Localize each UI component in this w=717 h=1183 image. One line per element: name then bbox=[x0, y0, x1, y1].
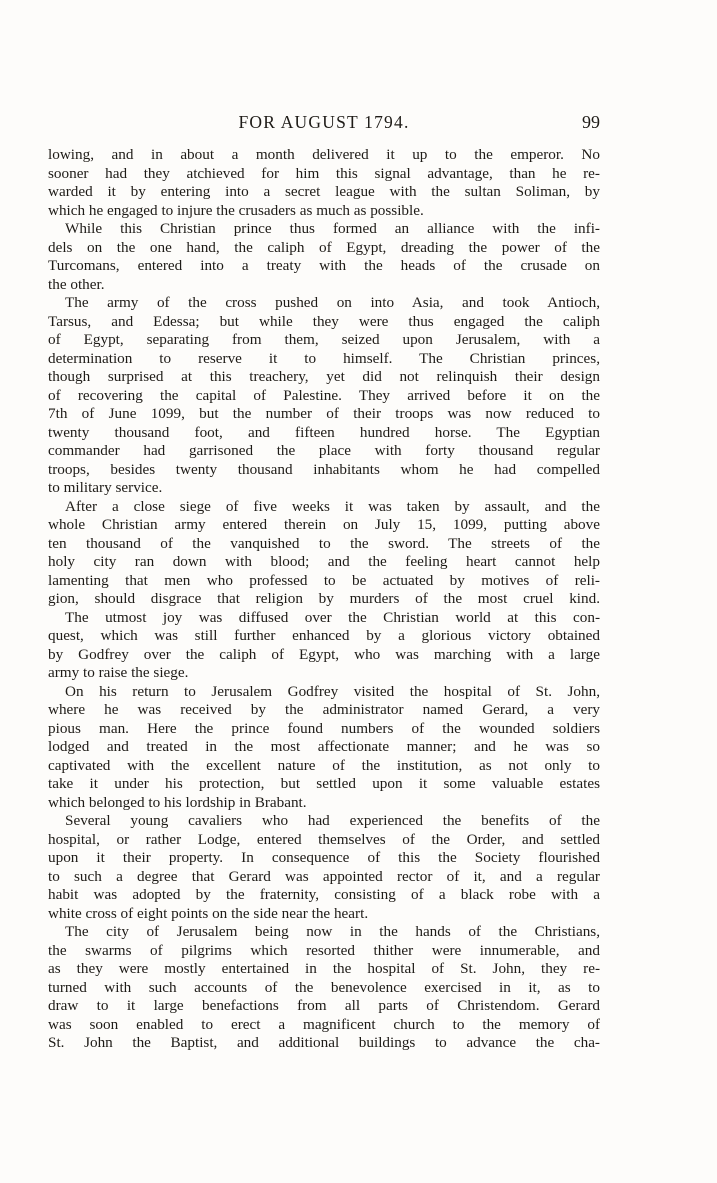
text-line: Turcomans, entered into a treaty with the heads of the crusade on bbox=[48, 257, 600, 274]
text-line: where he was received by the administrator named Gerard, a very bbox=[48, 701, 600, 718]
text-line: lowing, and in about a month delivered it up to the emperor. No bbox=[48, 146, 600, 163]
text-line: by Godfrey over the caliph of Egypt, who was marching with a large bbox=[48, 645, 600, 663]
text-line: After a close siege of five weeks it was taken by assault, and the bbox=[65, 497, 600, 515]
text-line: On his return to Jerusalem Godfrey visited the hospital of St. John, bbox=[65, 682, 600, 700]
text-line: to such a degree that Gerard was appointed rector of it, and a regular bbox=[48, 867, 600, 885]
text-line: the swarms of pilgrims which resorted thither were innumerable, and bbox=[48, 941, 600, 959]
running-title: FOR AUGUST 1794. bbox=[238, 112, 410, 132]
text-line: quest, which was still further enhanced by a glorious victory obtained bbox=[48, 627, 600, 644]
text-line: St. John the Baptist, and additional buildings to advance the cha- bbox=[48, 1034, 600, 1051]
text-line: the other. bbox=[48, 275, 105, 293]
running-head bbox=[48, 112, 600, 138]
text-line: sooner had they atchieved for him this signal advantage, than he re- bbox=[48, 164, 600, 182]
text-line: warded it by entering into a secret league with the sultan Soliman, by bbox=[48, 183, 600, 200]
text-line: which belonged to his lordship in Brabant. bbox=[48, 793, 307, 811]
text-line: Tarsus, and Edessa; but while they were thus engaged the caliph bbox=[48, 312, 600, 330]
text-line: dels on the one hand, the caliph of Egypt, dreading the power of the bbox=[48, 238, 600, 256]
text-line: gion, should disgrace that religion by murders of the most cruel kind. bbox=[48, 590, 600, 607]
text-line: 7th of June 1099, but the number of their troops was now reduced to bbox=[48, 405, 600, 422]
text-line: of recovering the capital of Palestine. They arrived before it on the bbox=[48, 386, 600, 404]
text-line: The city of Jerusalem being now in the hands of the Christians, bbox=[65, 923, 600, 940]
text-line: The army of the cross pushed on into Asia, and took Antioch, bbox=[65, 294, 600, 311]
text-line: to military service. bbox=[48, 479, 163, 496]
text-line: pious man. Here the prince found numbers of the wounded soldiers bbox=[48, 719, 600, 737]
body-text bbox=[48, 146, 600, 1053]
text-line: turned with such accounts of the benevolence exercised in it, as to bbox=[48, 978, 600, 996]
text-line: white cross of eight points on the side near the heart. bbox=[48, 904, 369, 922]
text-line: holy city ran down with blood; and the feeling heart cannot help bbox=[48, 553, 600, 570]
text-line: While this Christian prince thus formed an alliance with the infi- bbox=[65, 220, 600, 237]
text-line: The utmost joy was diffused over the Christian world at this con- bbox=[65, 608, 600, 626]
page-number: 99 bbox=[582, 112, 600, 132]
text-line: ten thousand of the vanquished to the sword. The streets of the bbox=[48, 534, 600, 552]
text-line: army to raise the siege. bbox=[48, 664, 189, 681]
text-line: draw to it large benefactions from all parts of Christendom. Gerard bbox=[48, 997, 600, 1014]
text-line: Several young cavaliers who had experienced the benefits of the bbox=[65, 812, 600, 829]
text-line: lamenting that men who professed to be actuated by motives of reli- bbox=[48, 571, 600, 589]
text-line: was soon enabled to erect a magnificent church to the memory of bbox=[48, 1015, 600, 1033]
text-line: determination to reserve it to himself. The Christian princes, bbox=[48, 349, 600, 367]
text-line: whole Christian army entered therein on July 15, 1099, putting above bbox=[48, 516, 600, 533]
text-line: lodged and treated in the most affectionate manner; and he was so bbox=[48, 738, 600, 755]
text-line: take it under his protection, but settled upon it some valuable estates bbox=[48, 775, 600, 792]
text-line: hospital, or rather Lodge, entered themselves of the Order, and settled bbox=[48, 830, 600, 848]
text-line: habit was adopted by the fraternity, consisting of a black robe with a bbox=[48, 886, 600, 903]
text-line: troops, besides twenty thousand inhabitants whom he had compelled bbox=[48, 460, 600, 478]
text-line: though surprised at this treachery, yet did not relinquish their design bbox=[48, 368, 600, 385]
text-line: upon it their property. In consequence of this the Society flourished bbox=[48, 849, 600, 866]
text-line: of Egypt, separating from them, seized upon Jerusalem, with a bbox=[48, 331, 600, 348]
text-line: which he engaged to injure the crusaders as much as possible. bbox=[48, 201, 424, 219]
text-line: twenty thousand foot, and fifteen hundred horse. The Egyptian bbox=[48, 423, 600, 441]
text-line: commander had garrisoned the place with forty thousand regular bbox=[48, 442, 600, 459]
text-line: as they were mostly entertained in the hospital of St. John, they re- bbox=[48, 960, 600, 977]
text-line: captivated with the excellent nature of the institution, as not only to bbox=[48, 756, 600, 774]
